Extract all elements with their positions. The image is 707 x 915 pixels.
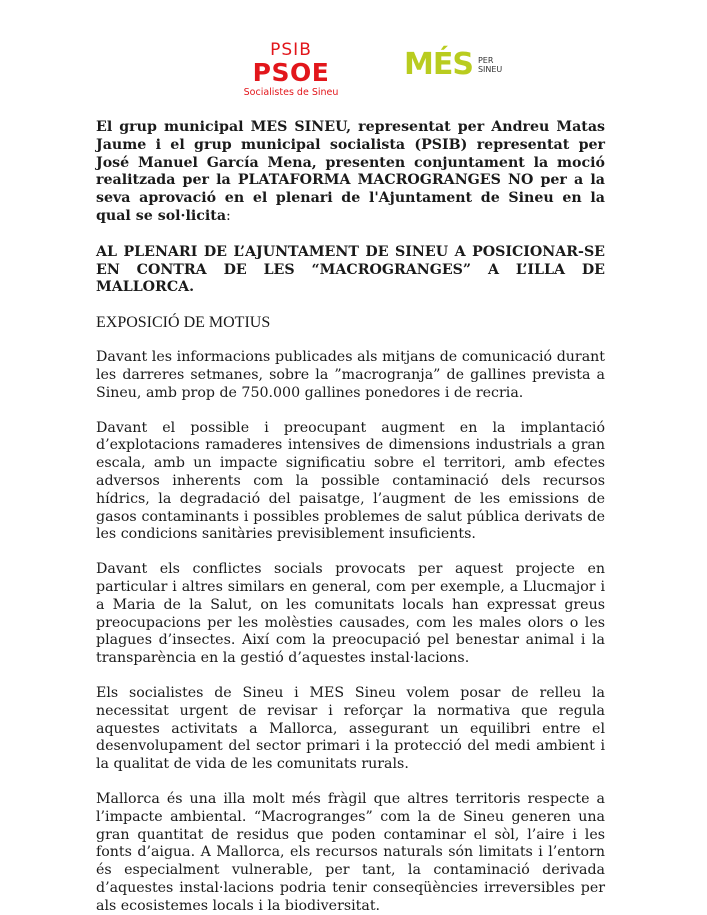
mes-logo-text — [478, 56, 502, 74]
paragraph: Davant el possible i preocupant augment en la implantació d’explotacions ramaderes intensives de dimensions industrials a gran escala, amb un impacte significatiu sobre el territori, amb efectes adversos inherents com la possible contaminació dels recursos hídrics, la degradació del paisatge, l’augment de les emissions de gasos contaminants i possibles problemes de salut pública derivats de les condicions sanitàries previsiblement insuficients. — [96, 419, 605, 543]
paragraph: Davant les informacions publicades als mitjans de comunicació durant les darreres setmanes, sobre la ”macrogranja” de gallines prevista a Sineu, amb prop de 750.000 gallines ponedores i de recria. — [96, 349, 605, 401]
paragraph: Els socialistes de Sineu i MES Sineu volem posar de relleu la necessitat urgent de revisar i reforçar la normativa que regula aquestes activitats a Mallorca, assegurant un equilibri entre el desenvolupament del sector primari i la protecció del medi ambient i la qualitat de vida de les comunitats rurals. — [96, 684, 605, 773]
paragraph: Mallorca és una illa molt més fràgil que altres territoris respecte a l’impacte ambiental. “Macrogranges” com la de Sineu generen una gran quantitat de residus que poden contaminar el sòl, l’aire i les fonts d’aigua. A Mallorca, els recursos naturals són limitats i l’entorn és especialment vulnerable, per tant, la contaminació derivada d’aquestes instal·lacions podria tenir conseqüències irreversibles per als ecosistemes locals i la biodiversitat. — [96, 790, 605, 914]
intro-text: El grup municipal MES SINEU, representat per Andreu Matas Jaume i el grup municipal socialista (PSIB) representat per José Manuel García Mena, presenten conjuntament la moció realitzada per la PLATAFORMA MACROGRANGES NO per a la seva aprovació en el plenari de l'Ajuntament de Sineu en la qual se sol·licita — [96, 119, 605, 224]
psib-logo-line2: PSOE — [252, 58, 330, 87]
section-title: EXPOSICIÓ DE MOTIUS — [96, 314, 271, 332]
psib-psoe-logo — [236, 42, 346, 99]
psib-logo-line1: PSIB — [270, 40, 312, 60]
mes-logo-mark: MÉS — [404, 47, 473, 82]
document-body — [96, 119, 605, 915]
mes-per-sineu-logo — [404, 47, 503, 82]
intro-paragraph — [96, 119, 605, 226]
psib-logo-tagline: Socialistes de Sineu — [243, 87, 339, 98]
mes-logo-sineu: SINEU — [477, 65, 503, 74]
header-logos — [0, 42, 707, 106]
intro-colon: : — [226, 207, 231, 224]
motion-headline: AL PLENARI DE L’AJUNTAMENT DE SINEU A POSICIONAR-SE EN CONTRA DE LES “MACROGRANGES” A L’ILLA DE MALLORCA. — [96, 243, 605, 296]
paragraph: Davant els conflictes socials provocats per aquest projecte en particular i altres similars en general, com per exemple, a Llucmajor i a Maria de la Salut, on les comunitats locals han expressat greus preocupacions per les molèsties causades, com les males olors o les plagues d’insectes. Així com la preocupació pel benestar animal i la transparència en la gestió d’aquestes instal·lacions. — [96, 561, 605, 667]
mes-logo-per: PER — [477, 56, 494, 65]
